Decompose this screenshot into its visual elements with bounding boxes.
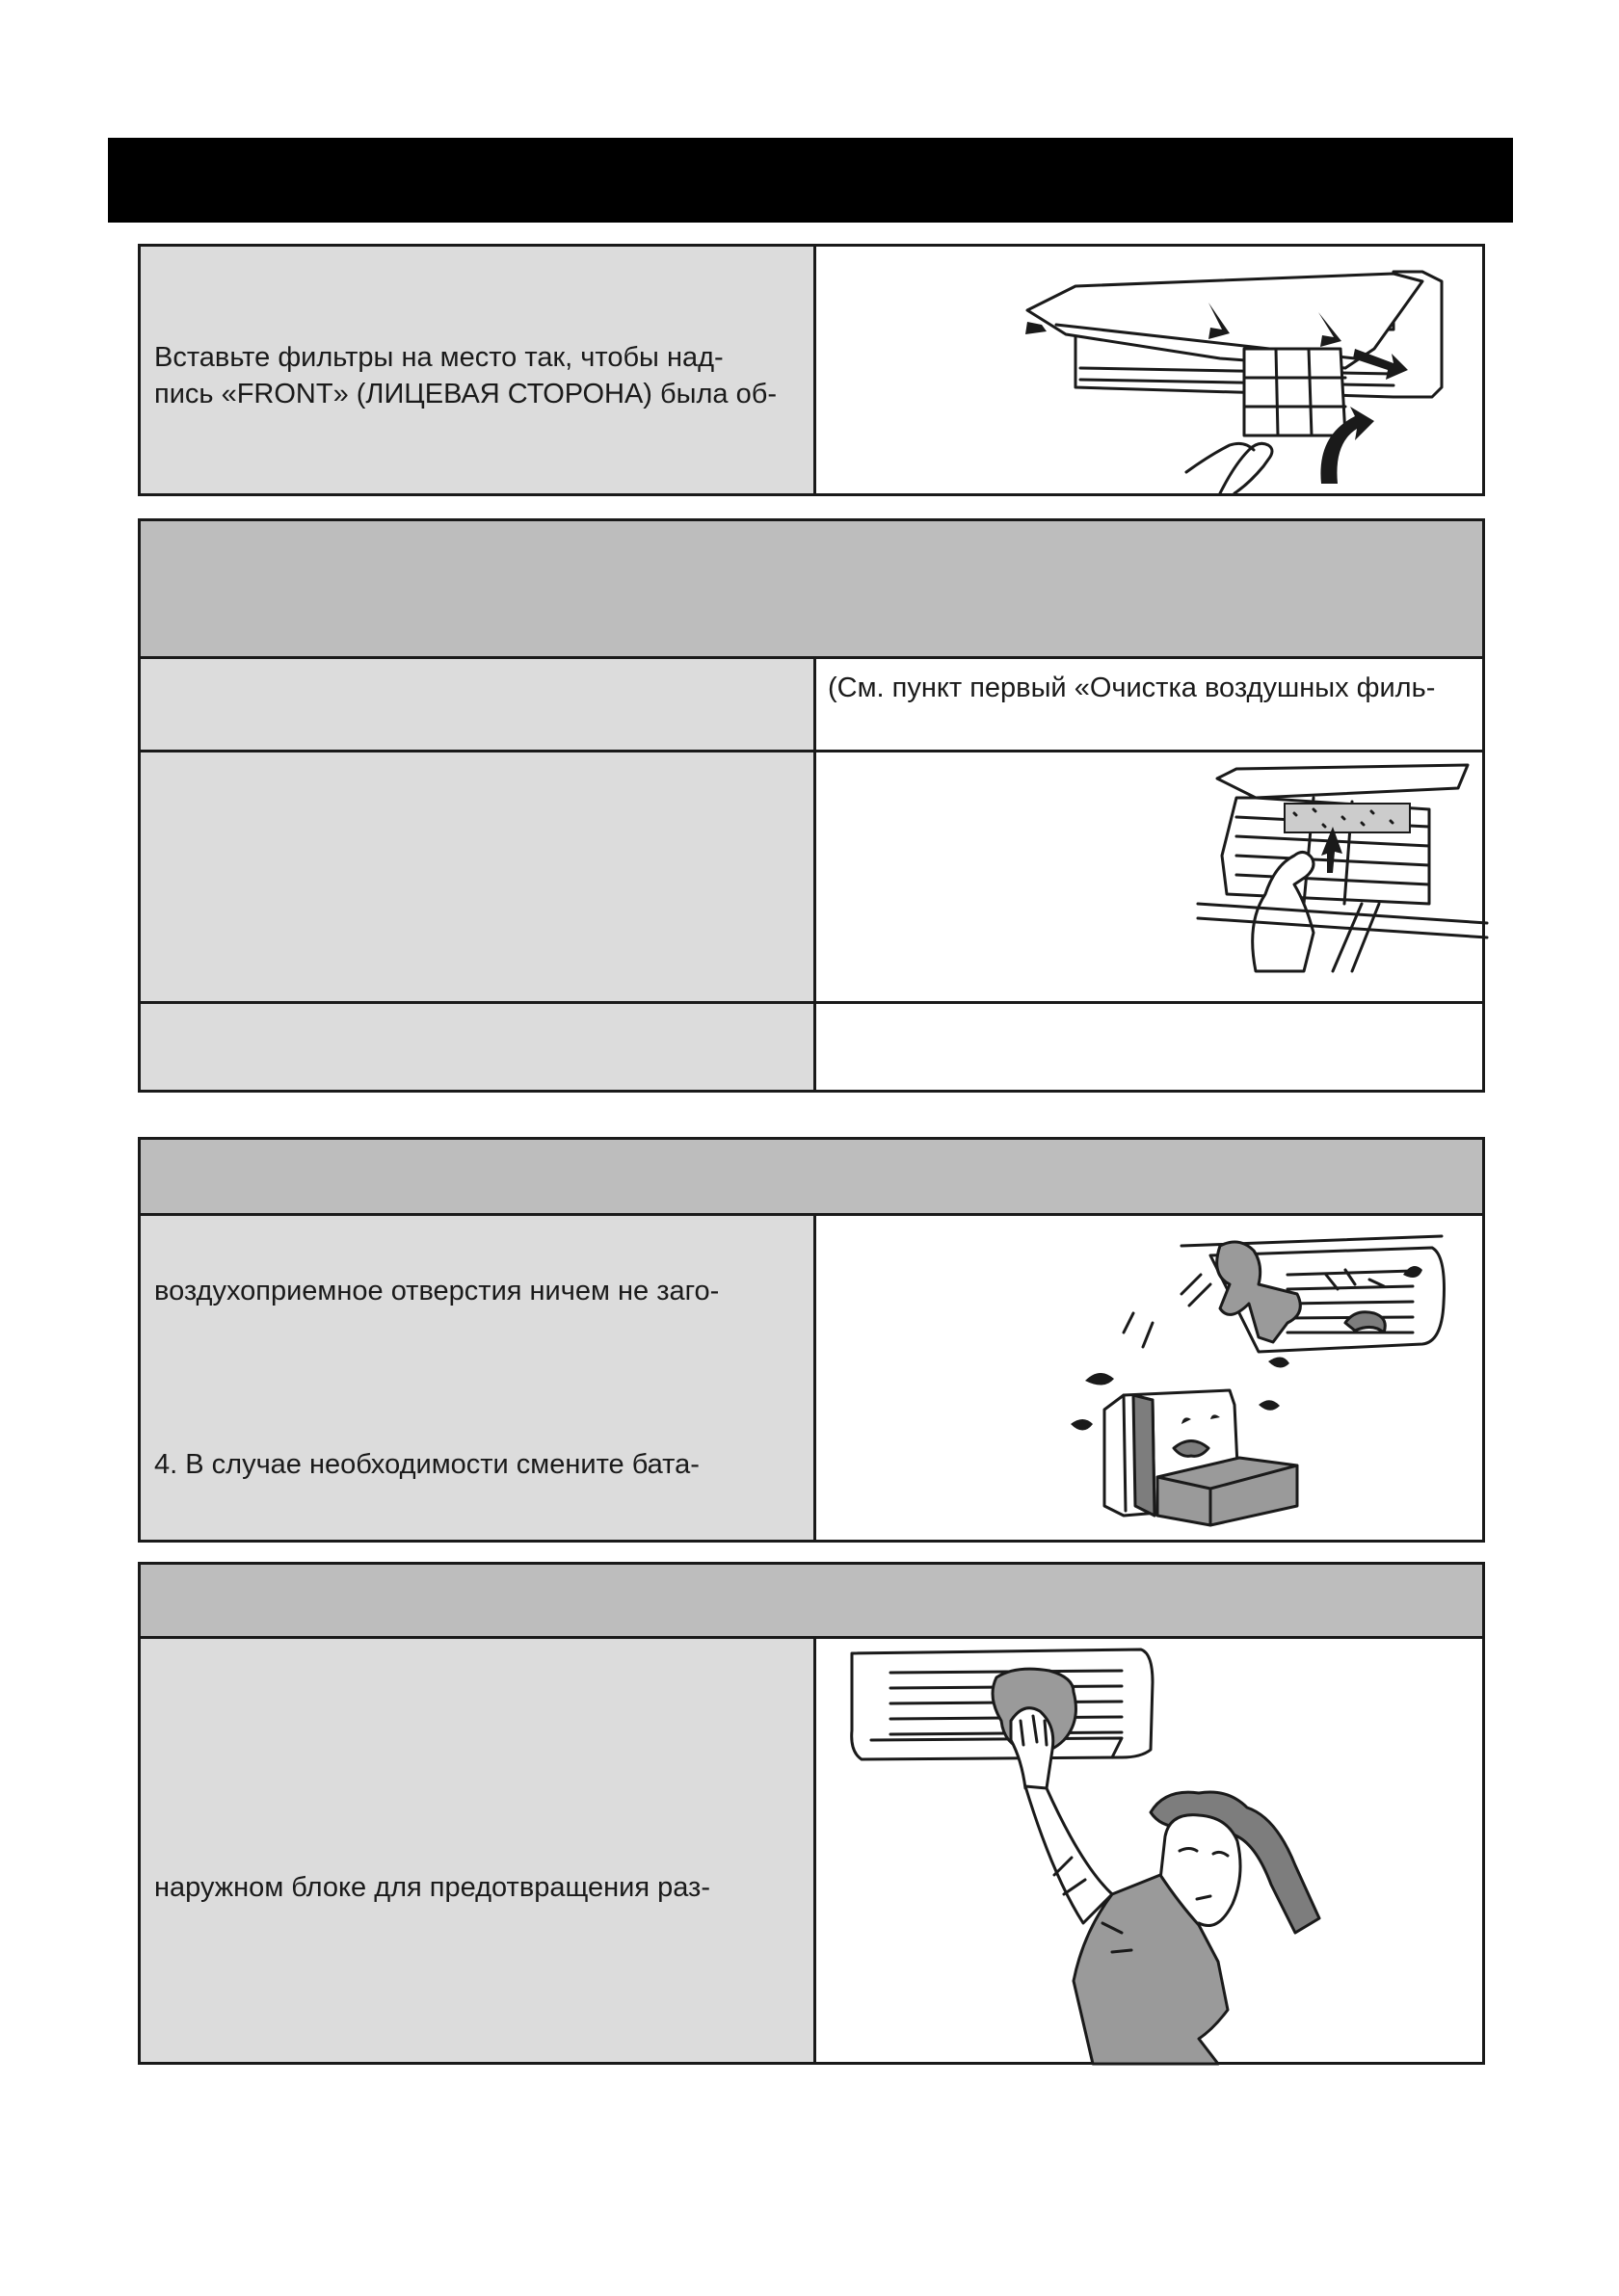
filter-clean-illustration-icon [1198, 759, 1487, 971]
section-wipe-unit [138, 1562, 1485, 2065]
wipe-unit-text-line-1: наружном блоке для предотвращения раз- [154, 1872, 710, 1903]
blocked-airflow-text-line-2: 4. В случае необходимости смените бата- [154, 1449, 700, 1480]
section-blocked-airflow [138, 1137, 1485, 1543]
section-3-heading-band [141, 1140, 1482, 1213]
filter-insert-illustration-icon [969, 252, 1471, 493]
section-filter-clean [138, 518, 1485, 1093]
section-2-heading-band [141, 521, 1482, 656]
blocked-airflow-illustration-icon [1066, 1217, 1451, 1535]
filter-insert-text-line-1: Вставьте фильтры на место так, чтобы над- [154, 342, 724, 373]
page-header-bar [108, 138, 1513, 223]
blocked-airflow-text-line-1: воздухоприемное отверстия ничем не заго- [154, 1276, 720, 1306]
filter-insert-text-line-2: пись «FRONT» (ЛИЦЕВАЯ СТОРОНА) была об- [154, 379, 777, 409]
wipe-unit-illustration-icon [833, 1644, 1488, 2064]
section-4-heading-band [141, 1565, 1482, 1636]
filter-clean-reference-text: (См. пункт первый «Очистка воздушных филь- [828, 673, 1436, 703]
section-filter-insert [138, 244, 1485, 496]
